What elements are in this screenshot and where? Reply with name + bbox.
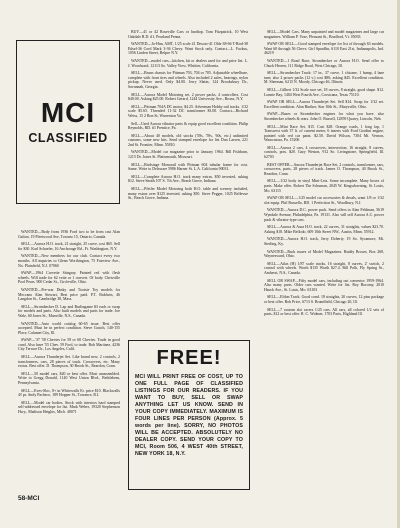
classified-ad: WANTED—New members for our club. Contact every two months. All inquiries to Glenn Worthington, 75 Fairview Ave., No. Plainfield, N.J. 07060	[18, 254, 120, 268]
classified-ad: SELL OR SWAP—Fifty model cars, including out convertor 1959-1964. Also many parts. Older cars wanted. Write for list. Roy Boromy, 2010 Hauck Ave., St. Louis, Mo. 63103	[264, 278, 384, 292]
left-ad-column	[18, 230, 120, 485]
classified-ad: BUY—41 or 42 Roseville Cars or hardtop. Tom Fitzpatrick, 10 West Oakdale R.D. #1, Pearland Penna.	[128, 30, 248, 39]
classified-ad: SELL—Strombecker Track: 17 in., 37 curve, 1 chicane, 1 hump, 4 lane turn; also 2 power packs (12 v.) cost $80; asking $45. Excellent condition. M. Sherman, 6215 N. Moody, Chicago 46, Illinois.	[264, 71, 384, 85]
classified-ad: WANTED—Auto world catalog 60-65 issue. Best offer accepted. Must be in perfect condition. Steve Gratch, 140-155 Place, Calumet City, Ill.	[18, 321, 120, 335]
classified-ad: SELL—Aurora Thunderjet Set. Like brand new, 2 controls, 2 transformers, cars, 28 pieces of track. Crossovers, etc. Many extras. Best offer. D. Thompson, 30 Brook St., Reardon, Conn.	[18, 355, 120, 369]
classified-ad: SWAP OR SELL—Good stamped envelope for list of through 63 models. Want 60 through 56 Chevs. Girl Spradlin, 6110 East 21st, Indianapolis, Ind. 46219	[264, 42, 384, 56]
classified-ad: SELL—Model car bodies. Stock with interiors hard stamped self-addressed envelope for list. Mark Weber, 19320 Stephenson Hwy., Madison Heights, Mich. 48071	[18, 400, 120, 414]
classified-ad: WANTED—model cars—kitchen, kit or dealers used for and price list. L. J. Woodward, 12113 So. Valley View, Whittier, California.	[128, 58, 248, 68]
classified-ad: SELL—Aurora 2 cars, 4 crossovers, intersection, 16 straight, 8 curves, controls, pots. $20. Gary Weston, 912 So. Livingstone, Springfield, Ill. 62703	[264, 145, 384, 160]
classified-ad: WANTED—Aurora D.C. power pack. Send offers to Alan Feldman, 5619 Wyndale Avenue, Philadelphia, Pa. 19131. Also will sell Aurora A.C. power pack & vibrator-type cars.	[264, 208, 384, 222]
classified-ad: SELL—Pittman 704A DC motor, $4.25. Adverman Hobby rail tracks. 1/32 scale $5.65. Threaded 11-32 DC transformer $3.00. Contact—Richard Weiss, 15 2 Bon St, Warrenton Va.	[128, 104, 248, 118]
classified-ad: SELL—Bruns chassis for Pittman 703, 704 or 705. Adjustable wheelbase, complete with front tires and wheels. Also included 2 axles, bearings, nylon pickup. Never used. Only $4.00. Jerry Slatin, 124 Brooksbury Dr., Savannah, Georgia.	[128, 71, 248, 89]
classified-ad: WANTED—Aurora H.O. track, Jerry Doherty, 19 So. Sycamore, Mt. Sterling, Ky.	[264, 237, 384, 246]
middle-ad-column	[128, 30, 248, 334]
free-listing-notice	[128, 340, 250, 490]
classified-ad: SELL—Eves-Sloc, 8+ in Whitewalls Er. price $10. Blackwalls 4¢ pr. Andy Pacheco, 189 Hopper St., Torrance, R.I.	[18, 388, 120, 398]
classified-ad: SELL—Gilbert 1/32 Scale race set, 18 curves, 8 straight, good shape. $12. Lonnie Bay, 1404 West Fourth Ave., Corsicana, Texas 75110.	[264, 87, 384, 97]
logo-classified-text: CLASSIFIED	[28, 131, 108, 145]
right-ad-column	[264, 30, 384, 485]
classified-ad: SWAP—'37 '58 Chevies for 59 or 60 Chevies. Trade in good cond. Also have '55 Chev. 59 Ford, to trade. Bob Martinez, 4236 City Terrace Dr., Los Angeles, Calif.	[18, 338, 120, 352]
logo-mci-text: MCI	[40, 97, 96, 128]
classified-ad: SELL—Aurora & Aura H.O. track, 22 curves, 31 straights, values $23.70. Asking $18. Mike Bellodo, 609 10th Street NW., Austin, Minn. 55912.	[264, 225, 384, 234]
classified-ad: WANTED—1 Road Race, Strombecker or Aurora H.O. Send offer to Chuck Herren, 111 Ridge Road, West Chicago, Ill.	[264, 58, 384, 68]
classified-ad: WANTED—Back issues of Model Magazines. Buddy Brown, Box 268, Waynesward, Ohio.	[264, 249, 384, 259]
free-notice-text: MCI WILL PRINT FREE OF COST, UP TO ONE FULL PAGE OF CLASSIFIED LISTINGS FOR OUR READERS. IF YOU WANT TO BUY, SELL OR SWAP ANYTHING LET US KNOW. SEND IN YOUR COPY IMMEDIATELY. MAXIMUM IS FOUR LINES PER PERSON (Approx. 5 words per line). SORRY, NO PHOTOS WILL BE ACCEPTED. ABSOLUTELY NO DEALER COPY. SEND YOUR COPY TO MCI, Room 506, 4 WEST 40th STREET, NEW YORK 18, N.Y.	[135, 374, 243, 457]
classified-ad: SELL—1/32 body in vinyl Mini-Lets. Some incomplete. Many boxes of parts. Make offer. Robert The Schuman, 2045 W. Kingsdowning, St. Louis, Mo. 63115	[264, 179, 384, 193]
classified-ad: SELL—Birdsinge Monorail with Pittman 604 tubular frame for cost. Same. Write to Delaware 5986 Harner St. L.A. California 90031.	[128, 162, 248, 172]
classified-ad: Sell—Used Aurora vibrator parts & equip good excellent condition. Philip Reynolds, RD. #1 Prentice, Pa.	[128, 121, 248, 131]
classified-ad: BEST OFFER—Aurora Thunderjet Race Set, 2 controls, transformer, cars, crossovers, parts, 28 pieces of track. James O. Thompson, 40 Brook St., Reardon, Conn.	[264, 162, 384, 176]
classified-ad: WANTED—Model car magazine prior to January 1964. Bill Fishburn, 1215 Dr. Jones St. Plattsmouth, Missouri.	[128, 150, 248, 160]
classified-ad: SELL—Eldon Track. Good cond. 18 straights, 20 curves, 12 pins package or best offer. Bob Price, 6713 S. Brandfield, Chicago 20, Ill.	[264, 295, 384, 304]
classified-ad: SELL—Model Cars. Many unpainted and model magazines and large car magazines. William P. Vose, Pleasant St., Bradford, Vt. 05033	[264, 30, 384, 39]
classified-ad: SELL—About 40 models, old stocks ('58s, '59s, '60s, etc.) unlimited customs, some new kits. Send stamped envelope for list Dan Larsen, 221 2nd St. Frontier, Minn. 55810.	[128, 133, 248, 147]
classified-ad: SWAP OR SELL—1/25 model car accessories & decals, want 1/8 or 1/32 slot equip. Phil Russello, RD. 1 Perfection St., Woodbury, N.J.	[264, 196, 384, 205]
classified-ad: WANTED—Pre-war Dinky and Tootsie Toy models for Meccano Alan Stewart, Best price paid. P.T. Baldwin, 46 Langdon St., Cambridge 38, Mass.	[18, 287, 120, 302]
classified-ad: WANTED—Body from 1936 Ford two to be from cast Alan Galton, 19 Fleetwood Ave, Toronto 15, Ontario, Canada.	[18, 230, 120, 239]
classified-ad: SWAP—Buses or Strombecker engines for what you have. also Strombecker wheels & rears. John O. Russell, 12859 Quarry, Lincoln, Neb.	[264, 112, 384, 121]
classified-ad: SELL—Strombecker D. Lap and Burlingame $3 each or swap for models and parts. Also built models and parts for trade. Joe Walz, 60 Jones St., Manville, N.S., Canada.	[18, 304, 120, 318]
classified-ad: SWAP—1964 Corvette Stingray. Painted red with flesh wheels. Will trade for 62 vette or 1 convert. Of body. Chrisville Pool Pears. 900 Cedar St., Circleville, Ohio.	[18, 271, 120, 285]
classified-ad: SELL—Pfeifer Model Motoring both H.O. table and scenery included, many extras over $125 invested, asking $50. Steve Pegger, 1025 Bellevue St., Beach Grove, Indiana.	[128, 187, 248, 201]
classified-logo	[16, 40, 120, 204]
page-number: 58-MCI	[18, 495, 40, 502]
classified-ad: WANTED—Jo-Han, AMT, 1/25 scale 41 Desoto-41 Olds-38-66 T-Bird-38 Edsel-36 Cord Mark 3-36 Chevy. Want Stock only. Contact—L. Fackus, 1056 Linden Street, Belpre N.Y.	[128, 42, 248, 56]
classified-ad: SELL—Atlas (H) 1/87 scale tracks, 16 straight, 8 curves, 2' switch, 2 control with wheels. Worth $135 Worth $27.4. Bill Polk, Fly Spring St., Amherst, N.S., Canada.	[264, 261, 384, 275]
classified-ad: SELL—50 model cars, $20 or best offer. Most unassembled. Write to Gregg Donald, 1140 West Union Blvd., Bethlehem, Pennsylvania.	[18, 371, 120, 386]
classified-ad: SELL—Aurora H.O. track, 21 straight, 25 curve, cost $65. Sell for $30. Karl Schaefer, 16 Anchorage Rd., Ft. Washington, N.Y.	[18, 242, 120, 251]
free-title: FREE!	[156, 347, 222, 369]
classified-ad: SWAP OR SELL—Aurora Thunderjet Set. Sell $14. Swap for 1/32 set. Excellent condition. Alan Biniker, Star 10th St., Marysville, Ohio.	[264, 100, 384, 109]
classified-ad: SELL—Aurora Model Motoring set, 2 power packs, 4 controllers. Cost $40.00. Asking $25.00. Robert Gerard, 1244 University Ave., Bronx, N.Y.	[128, 92, 248, 102]
classified-ad: SELL—7 custom slot racers 1/25 cars. All cars, all colored 1/2 sets of parts, $12 or best offer. R. C. Widmer, 1703 Paris, Highland Ill.	[264, 307, 384, 317]
classified-ad: SELL—Mini Race Set, $15. Cost $28. Orange roads, 1 long lap, 1 Transwest with 37 ft. of current meter, 6 inserts with Ford Gordini engine, painted with red car paint. $2.50. David Wilson, 7304 Mt. Vernon, Wauwatosa, Pa. 15206	[264, 124, 384, 143]
classified-ad: SELL—Complete Aurora H.O. track many extras. $50 invested, asking $12. Steve Smith 107 S. 7th Ave., Beach Grove, Indiana.	[128, 174, 248, 184]
